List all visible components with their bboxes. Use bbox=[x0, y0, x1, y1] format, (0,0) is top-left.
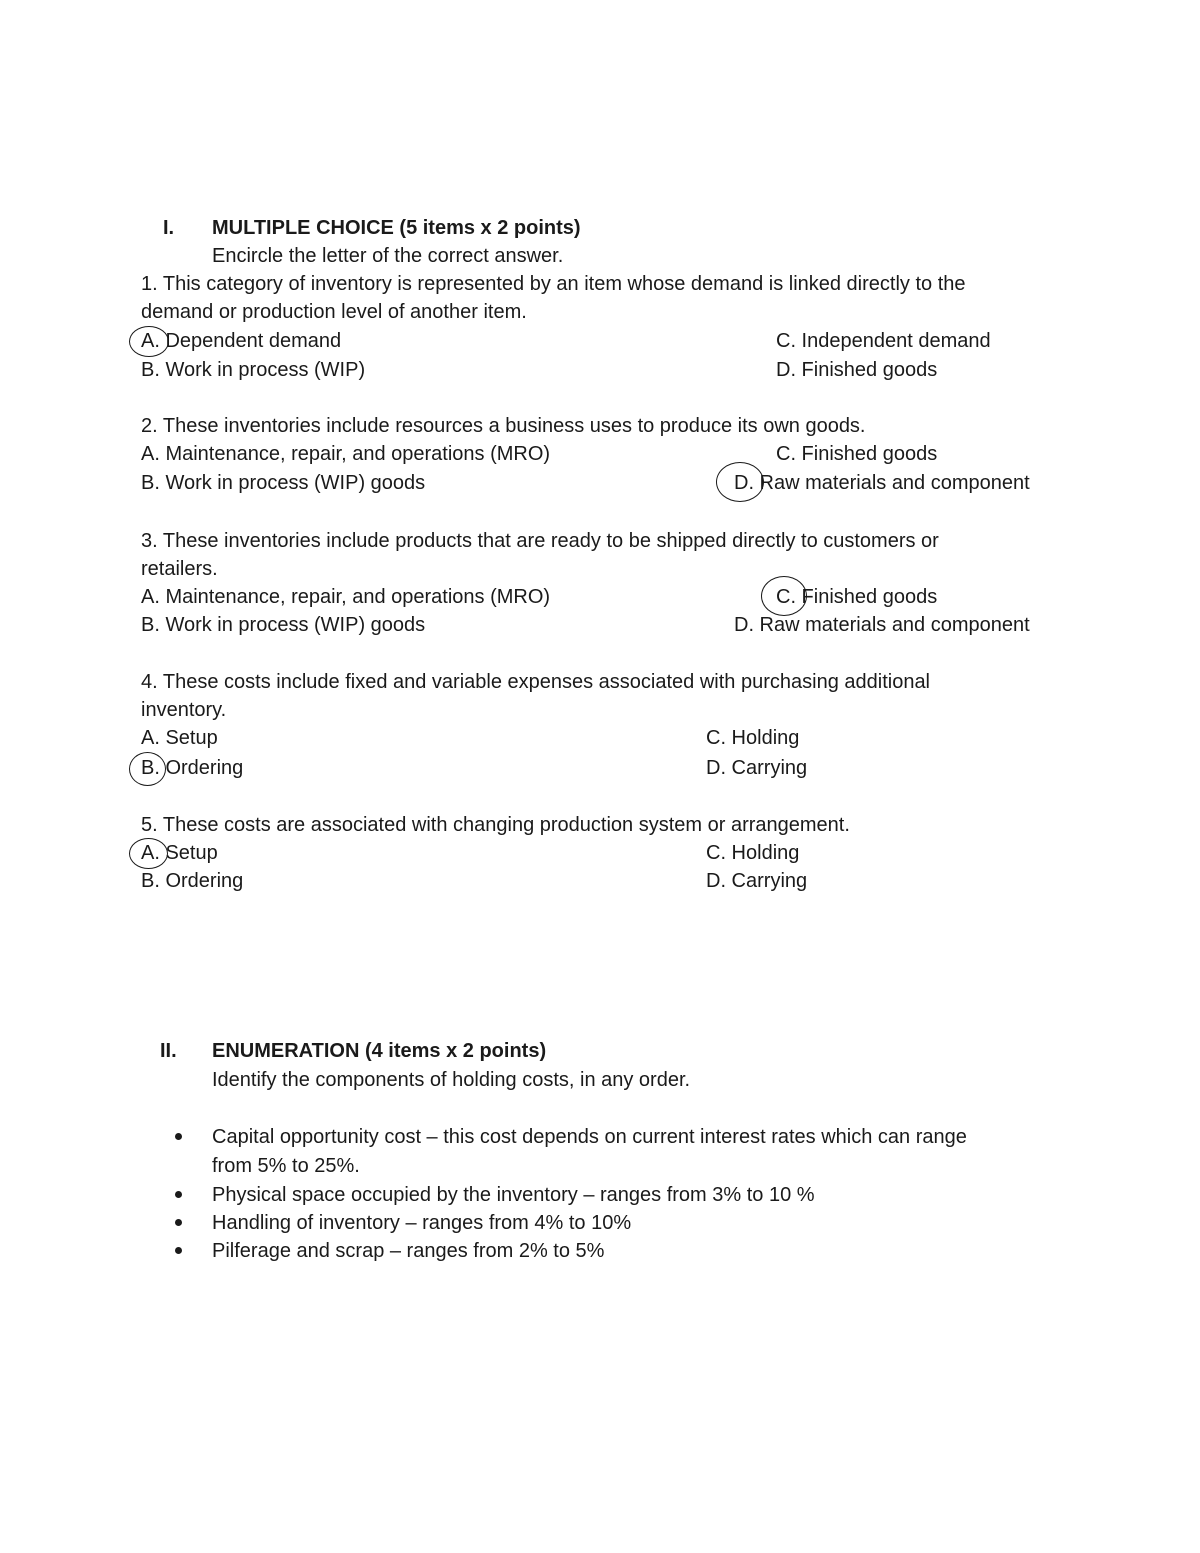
choice-a[interactable]: A. Setup bbox=[141, 727, 218, 749]
choice-a[interactable]: A. Maintenance, repair, and operations (MRO) bbox=[141, 586, 551, 608]
question-stem-line: inventory. bbox=[141, 699, 227, 721]
bullet-icon bbox=[175, 1247, 182, 1254]
answer-circle-mark bbox=[129, 326, 169, 357]
answer-circle-mark bbox=[129, 752, 166, 786]
choice-b[interactable]: B. Work in process (WIP) bbox=[141, 359, 366, 381]
list-item: Handling of inventory – ranges from 4% to 10% bbox=[212, 1212, 632, 1234]
section-1-numeral: I. bbox=[163, 217, 175, 239]
section-2-instruction: Identify the components of holding costs, in any order. bbox=[212, 1069, 691, 1091]
choice-a[interactable]: A. Setup bbox=[141, 842, 218, 864]
question-stem-line: retailers. bbox=[141, 558, 218, 580]
choice-d[interactable]: D. Carrying bbox=[706, 870, 808, 892]
list-item: Physical space occupied by the inventory – ranges from 3% to 10 % bbox=[212, 1184, 815, 1206]
list-item: Capital opportunity cost – this cost depends on current interest rates which can range bbox=[212, 1126, 967, 1148]
question-stem-line: 1. This category of inventory is represented by an item whose demand is linked directly to the bbox=[141, 273, 966, 295]
question-stem-line: 5. These costs are associated with changing production system or arrangement. bbox=[141, 814, 850, 836]
section-1-instruction: Encircle the letter of the correct answer. bbox=[212, 245, 564, 267]
question-stem-line: 4. These costs include fixed and variable expenses associated with purchasing additional bbox=[141, 671, 931, 693]
choice-b[interactable]: B. Ordering bbox=[141, 870, 244, 892]
choice-c[interactable]: C. Holding bbox=[706, 727, 800, 749]
choice-d[interactable]: D. Raw materials and component bbox=[734, 472, 1030, 494]
answer-circle-mark bbox=[129, 838, 168, 869]
choice-c[interactable]: C. Finished goods bbox=[776, 586, 938, 608]
choice-c[interactable]: C. Holding bbox=[706, 842, 800, 864]
section-2-title: ENUMERATION (4 items x 2 points) bbox=[212, 1040, 547, 1062]
list-item-continuation: from 5% to 25%. bbox=[212, 1155, 360, 1177]
section-1-title: MULTIPLE CHOICE (5 items x 2 points) bbox=[212, 217, 581, 239]
choice-d[interactable]: D. Finished goods bbox=[776, 359, 938, 381]
section-2-numeral: II. bbox=[160, 1040, 177, 1062]
choice-c[interactable]: C. Finished goods bbox=[776, 443, 938, 465]
question-stem-line: 3. These inventories include products that are ready to be shipped directly to customers or bbox=[141, 530, 939, 552]
list-item: Pilferage and scrap – ranges from 2% to 5% bbox=[212, 1240, 605, 1262]
choice-a[interactable]: A. Maintenance, repair, and operations (MRO) bbox=[141, 443, 551, 465]
bullet-icon bbox=[175, 1191, 182, 1198]
choice-d[interactable]: D. Carrying bbox=[706, 757, 808, 779]
choice-a[interactable]: A. Dependent demand bbox=[141, 330, 342, 352]
choice-b[interactable]: B. Ordering bbox=[141, 757, 244, 779]
choice-c[interactable]: C. Independent demand bbox=[776, 330, 991, 352]
bullet-icon bbox=[175, 1133, 182, 1140]
choice-b[interactable]: B. Work in process (WIP) goods bbox=[141, 472, 426, 494]
choice-b[interactable]: B. Work in process (WIP) goods bbox=[141, 614, 426, 636]
question-stem-line: 2. These inventories include resources a business uses to produce its own goods. bbox=[141, 415, 866, 437]
answer-circle-mark bbox=[716, 462, 764, 502]
choice-d[interactable]: D. Raw materials and component bbox=[734, 614, 1030, 636]
question-stem-line: demand or production level of another item. bbox=[141, 301, 527, 323]
bullet-icon bbox=[175, 1219, 182, 1226]
answer-circle-mark bbox=[761, 576, 807, 616]
